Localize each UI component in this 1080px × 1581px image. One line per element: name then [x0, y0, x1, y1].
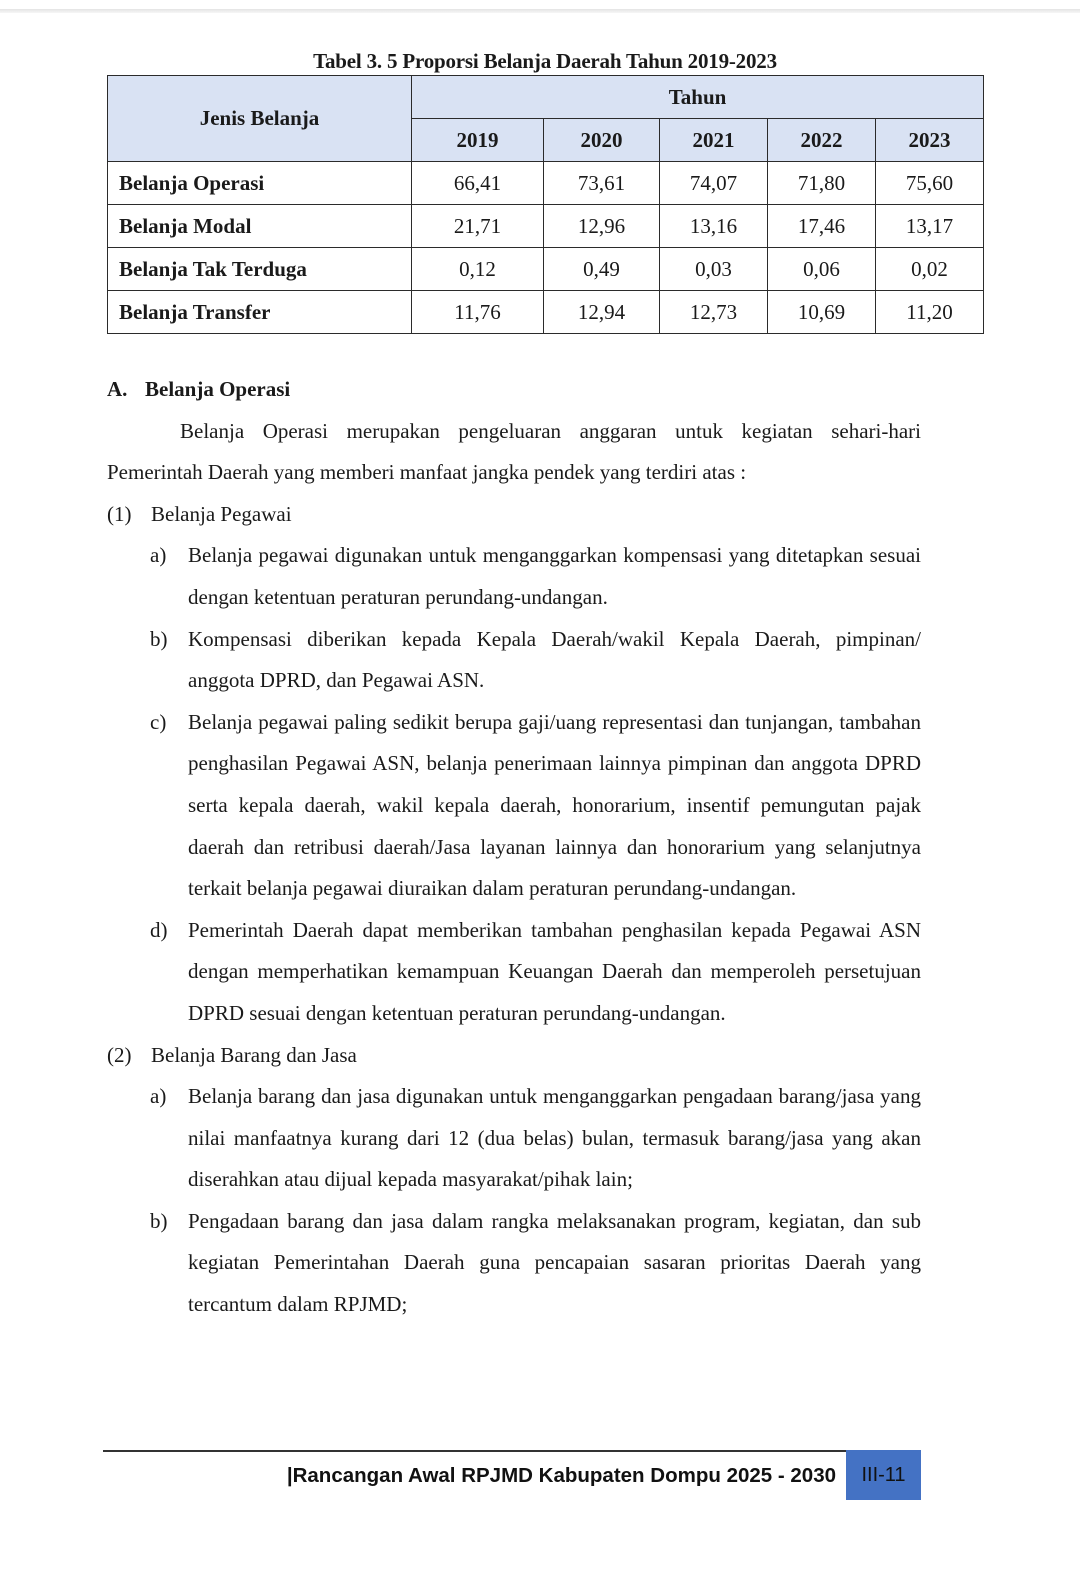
row-label: Belanja Operasi	[108, 162, 412, 205]
section-intro-paragraph: Belanja Operasi merupakan pengeluaran anggaran untuk kegiatan sehari-hari Pemerintah Daerah yang memberi manfaat jangka pendek yang terdiri atas :	[107, 418, 921, 485]
header-year: 2020	[544, 119, 660, 162]
cell-value: 66,41	[412, 162, 544, 205]
cell-value: 73,61	[544, 162, 660, 205]
sub-list-item	[150, 1201, 921, 1326]
sub-list-item	[150, 1076, 921, 1201]
cell-value: 12,96	[544, 205, 660, 248]
sub-list-item	[150, 535, 921, 618]
cell-value: 0,06	[768, 248, 876, 291]
header-tahun: Tahun	[412, 76, 984, 119]
sub-list-belanja-pegawai	[107, 535, 921, 1034]
table-row	[108, 205, 984, 248]
cell-value: 0,03	[660, 248, 768, 291]
header-year: 2023	[876, 119, 984, 162]
cell-value: 71,80	[768, 162, 876, 205]
list-item-belanja-pegawai	[107, 494, 921, 536]
sub-list-item	[150, 702, 921, 910]
table-row	[108, 291, 984, 334]
sub-list-marker: b)	[150, 626, 168, 651]
sub-list-marker: b)	[150, 1208, 168, 1233]
sub-list-item	[150, 910, 921, 1035]
list-item-title: Belanja Barang dan Jasa	[151, 1042, 357, 1067]
row-label: Belanja Modal	[108, 205, 412, 248]
footer-document-title: |Rancangan Awal RPJMD Kabupaten Dompu 2025 - 2030	[286, 1464, 836, 1487]
footer-page-number: III-11	[846, 1450, 921, 1500]
cell-value: 12,94	[544, 291, 660, 334]
cell-value: 21,71	[412, 205, 544, 248]
table-row	[108, 248, 984, 291]
sub-list-text: Kompensasi diberikan kepada Kepala Daerah/wakil Kepala Daerah, pimpinan/ anggota DPRD, dan Pegawai ASN.	[188, 626, 921, 693]
sub-list-belanja-barang-jasa	[107, 1076, 921, 1326]
row-label: Belanja Transfer	[108, 291, 412, 334]
cell-value: 75,60	[876, 162, 984, 205]
row-label: Belanja Tak Terduga	[108, 248, 412, 291]
list-marker: (2)	[107, 1042, 132, 1067]
cell-value: 74,07	[660, 162, 768, 205]
cell-value: 0,12	[412, 248, 544, 291]
cell-value: 13,17	[876, 205, 984, 248]
section-heading	[107, 369, 921, 411]
section-number: A.	[107, 377, 128, 401]
cell-value: 10,69	[768, 291, 876, 334]
header-year: 2019	[412, 119, 544, 162]
cell-value: 0,49	[544, 248, 660, 291]
sub-list-marker: d)	[150, 917, 168, 942]
sub-list-marker: a)	[150, 543, 167, 568]
footer-divider	[103, 1450, 846, 1452]
sub-list-marker: a)	[150, 1084, 167, 1109]
sub-list-text: Pemerintah Daerah dapat memberikan tambahan penghasilan kepada Pegawai ASN dengan memperhatikan kemampuan Keuangan Daerah dan memperoleh persetujuan DPRD sesuai dengan ketentuan peraturan perundang-undangan.	[188, 917, 921, 1025]
sub-list-text: Belanja barang dan jasa digunakan untuk menganggarkan pengadaan barang/jasa yang nilai manfaatnya kurang dari 12 (dua belas) bulan, termasuk barang/jasa yang akan diserahkan atau dijual kepada masyarakat/pihak lain;	[188, 1084, 921, 1192]
cell-value: 12,73	[660, 291, 768, 334]
belanja-proportion-table	[107, 75, 984, 334]
list-item-title: Belanja Pegawai	[151, 501, 292, 526]
section-title: Belanja Operasi	[145, 377, 291, 401]
header-jenis-belanja: Jenis Belanja	[108, 76, 412, 162]
cell-value: 11,20	[876, 291, 984, 334]
sub-list-text: Pengadaan barang dan jasa dalam rangka melaksanakan program, kegiatan, dan sub kegiatan Pemerintahan Daerah guna pencapaian sasaran prioritas Daerah yang tercantum dalam RPJMD;	[188, 1208, 921, 1317]
sub-list-text: Belanja pegawai paling sedikit berupa gaji/uang representasi dan tunjangan, tambahan penghasilan Pegawai ASN, belanja penerimaan lainnya pimpinan dan anggota DPRD serta kepala daerah, wakil kepala daerah, honorarium, insentif pemungutan pajak daerah dan retribusi daerah/Jasa layanan lainnya dan honorarium yang selanjutnya terkait belanja pegawai diuraikan dalam peraturan perundang-undangan.	[188, 709, 921, 901]
cell-value: 11,76	[412, 291, 544, 334]
list-item-belanja-barang-jasa	[107, 1035, 921, 1077]
sub-list-text: Belanja pegawai digunakan untuk menganggarkan kompensasi yang ditetapkan sesuai dengan ketentuan peraturan perundang-undangan.	[188, 543, 921, 609]
list-marker: (1)	[107, 501, 132, 526]
table-caption: Tabel 3. 5 Proporsi Belanja Daerah Tahun 2019-2023	[313, 49, 777, 73]
page-top-edge	[0, 9, 1080, 13]
header-year: 2021	[660, 119, 768, 162]
table-row	[108, 162, 984, 205]
sub-list-item	[150, 619, 921, 702]
header-year: 2022	[768, 119, 876, 162]
cell-value: 0,02	[876, 248, 984, 291]
sub-list-marker: c)	[150, 709, 167, 734]
cell-value: 17,46	[768, 205, 876, 248]
section-belanja-operasi	[107, 369, 921, 1326]
cell-value: 13,16	[660, 205, 768, 248]
